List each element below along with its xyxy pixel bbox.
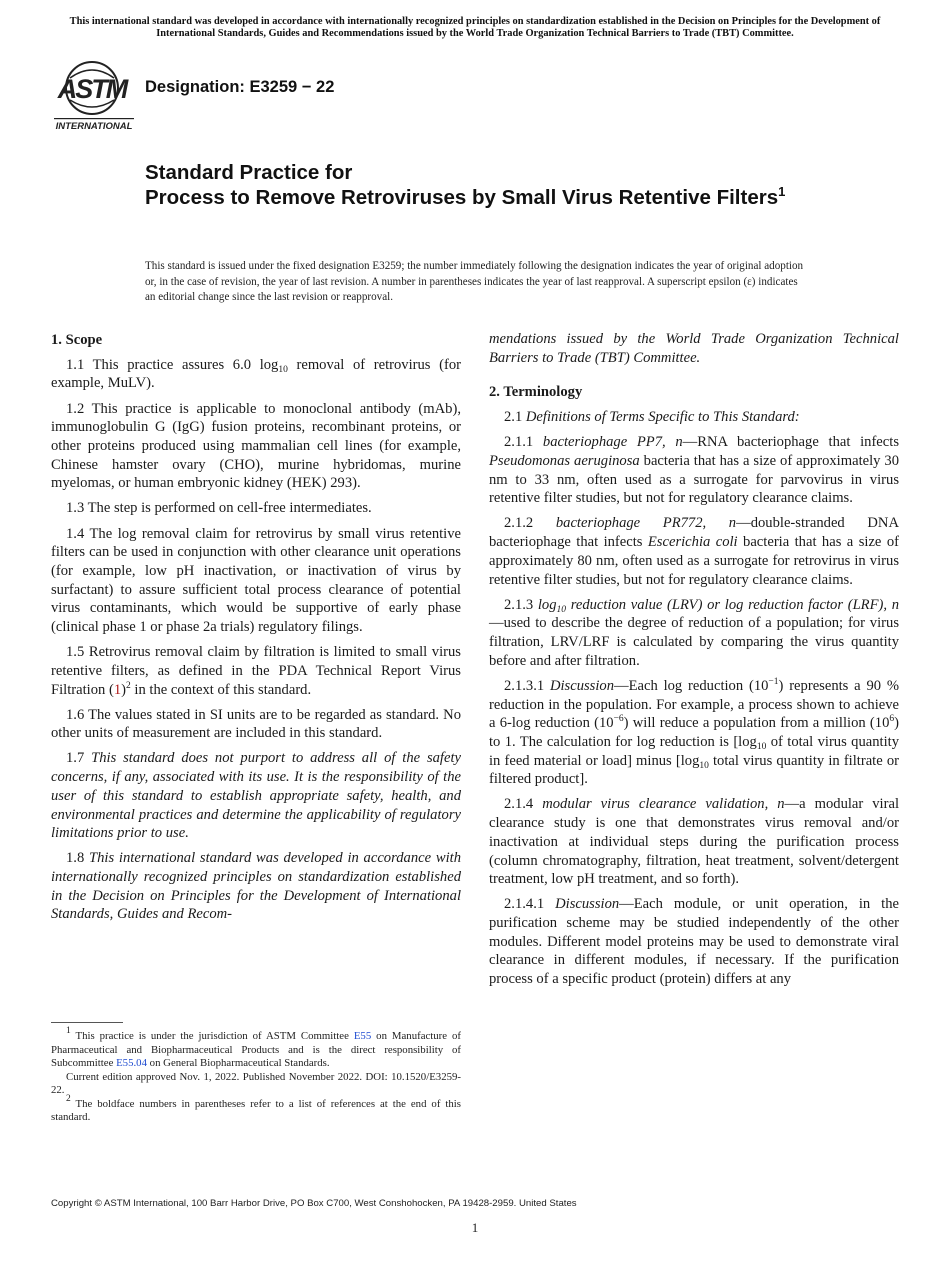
paragraph-1-5 [51,643,461,699]
header-note: This international standard was developed in accordance with internationally recognized principles on standardization established in the Decision on Principles for the Development of International Standards, Guides and Recommendations issued by the World Trade Organization Technical Barriers to Trade (TBT) Committee. [69,16,881,39]
section-heading-terminology: 2. Terminology [489,384,583,401]
footnote-1 [51,1026,461,1071]
footnote-mark: 2 [126,680,131,691]
edition-note: Current edition approved Nov. 1, 2022. Published November 2022. DOI: 10.1520/E3259-22. [51,1070,461,1096]
paragraph-2-1-3-1 [489,677,899,789]
text: —a modular viral clearance study is one that demonstrates virus removal and/or inactivation at individual steps during the purification process (column chromatography, filtration, heat treatment, solvent/detergent treatment, low pH treatment, and so forth). [489,796,900,888]
text: on General Biopharmaceutical Standards. [146,1057,330,1069]
superscript: −6 [613,714,624,725]
title-main: Process to Remove Retroviruses by Small Virus Retentive Filters [145,186,779,209]
subscript: 10 [278,364,288,375]
text: of total virus quantity in feed material or load] minus [log [489,733,899,769]
text: —Each log reduction (10 [614,677,769,694]
text: on Manufacture of Pharmaceutical and Biopharmaceutical Products and is the direct responsibility of Subcommittee [51,1030,461,1069]
footnote-divider [51,1022,123,1023]
italic-text: mendations issued by the World Trade Organization Technical Barriers to Trade (TBT) Committee. [489,331,899,366]
text: ) represents a 90 % reduction in the population. For example, a process shown to achieve a 6-log reduction (10 [489,677,900,732]
discussion-label: Discussion [555,896,620,913]
text: —RNA bacteriophage that infects [682,434,899,451]
para-number: 2.1.4 [504,796,543,813]
superscript: −1 [768,676,779,687]
text: This practice is under the jurisdiction of ASTM Committee [70,1030,354,1042]
title-line-2 [145,185,865,210]
italic-text: Definitions of Terms Specific to This Standard: [525,409,800,426]
subscript: 10 [556,604,567,615]
text: The boldface numbers in parentheses refer to a list of references at the end of this standard. [51,1097,461,1123]
text: —used to describe the degree of reduction of a population; for virus filtration, LRV/LRF is calculated by comparing the virus quantity before and after filtration. [489,615,899,669]
paragraph-1-8 [51,849,461,924]
paragraph-2-1 [489,408,899,427]
paragraph-1-2: 1.2 This practice is applicable to monoclonal antibody (mAb), immunoglobulin G (IgG) fusion proteins, recombinant proteins, or other proteins produced using mammalian cell lines (for example, Chinese hamster ovary (CHO), murine hybridomas, murine myelomas, or human embryonic kidney (HEK) 293). [51,400,461,492]
left-column [51,330,461,931]
term: modular virus clearance validation, n [542,796,785,813]
copyright-line: Copyright © ASTM International, 100 Barr Harbor Drive, PO Box C700, West Conshohocken, PA 19428-2959. United States [51,1198,577,1209]
text: removal of retrovirus (for example, MuLV). [51,356,461,392]
paragraph-2-1-1 [489,433,899,508]
reference-link[interactable]: 1 [113,681,122,698]
species-name: Pseudomonas aeruginosa [489,452,640,469]
text: 1.5 Retrovirus removal claim by filtration is limited to small virus retentive filters, as defined in the PDA Technical Report Virus Filtration ( [51,644,461,698]
term: bacteriophage PP7, n [542,434,683,451]
astm-logo-icon [54,58,134,132]
subscript: 10 [699,760,709,771]
section-heading-scope: 1. Scope [51,332,103,348]
logo-text: ASTM [57,74,127,104]
paragraph-1-1 [51,356,461,393]
text: ) to 1. The calculation for log reduction is [log [489,715,900,750]
para-number: 2.1.2 [504,515,556,532]
paragraph-1-6: 1.6 The values stated in SI units are to be regarded as standard. No other units of measurement are included in this standard. [51,706,461,742]
paragraph-2-1-4 [489,795,899,889]
para-number: 2.1.4.1 [504,896,556,913]
paragraph-2-1-3 [489,596,899,671]
text: ) [121,681,127,698]
para-number: 2.1 [504,409,526,426]
para-number: 2.1.3.1 [504,677,550,694]
footnote-mark: 1 [66,1026,71,1036]
footnotes [51,1026,461,1125]
paragraph-2-1-2 [489,514,899,589]
subscript: 10 [756,741,767,752]
text: —double-stranded DNA bacteriophage that infects [489,515,899,551]
subcommittee-link[interactable]: E55.04 [116,1057,147,1069]
committee-link[interactable]: E55 [353,1030,372,1042]
para-number: 2.1.3 [504,596,538,613]
text: total virus quantity in filtrate or filtered product]. [489,752,899,788]
right-column [489,330,899,995]
paragraph-1-8-continued [489,330,899,367]
text: —Each module, or unit operation, in the purification scheme may be studied independently of the other modules. Different model proteins may be used to demonstrate viral clearance in different modules, if necessary. If the purification process of a specific product (protein) differs at any [489,896,900,988]
discussion-label: Discussion [549,677,615,694]
text: ) will reduce a population from a million (10 [623,715,890,732]
paragraph-1-3: 1.3 The step is performed on cell-free intermediates. [66,500,372,517]
title-footnote-mark: 1 [778,184,786,200]
footnote-mark: 2 [66,1093,71,1104]
species-name: Escerichia coli [647,534,738,551]
text: log [537,596,557,613]
page-number: 1 [471,1220,479,1235]
para-number: 1.8 [66,850,90,867]
text: reduction value (LRV) or log reduction factor (LRF), n [566,596,899,613]
paragraph-2-1-4-1 [489,895,899,989]
text: bacteria that has a size of approximately 30 nm to 33 nm, often used as a surrogate for parvovirus in virus retentive filter studies, but not for regulatory clearance claims. [489,452,899,507]
term [538,597,899,613]
italic-text: This international standard was developed in accordance with internationally recognized principles on standardization established in the Decision on Principles for the Development of International Standards, Guides and Recom- [51,850,462,923]
para-number: 2.1.1 [504,434,543,451]
text: bacteria that has a size of approximately 80 nm, often used as a surrogate for retrovirus in virus retentive filter studies, but not for regulatory clearance claims. [489,534,899,588]
issued-note: This standard is issued under the fixed designation E3259; the number immediately following the designation indicates the year of original adoption or, in the case of revision, the year of last revision. A number in parentheses indicates the year of last reapproval. A superscript epsilon (ε) indicates an editorial change since the last revision or reapproval. [145,260,804,303]
italic-text: This standard does not purport to address all of the safety concerns, if any, associated with its use. It is the responsibility of the user of this standard to establish appropriate safety, health, and environmental practices and determine the applicability of regulatory limitations prior to use. [51,750,461,842]
text: 1.1 This practice assures 6.0 log [66,356,279,373]
logo-subtext: INTERNATIONAL [55,121,133,132]
title-line-1: Standard Practice for [145,161,353,184]
paragraph-1-4: 1.4 The log removal claim for retrovirus by small virus retentive filters can be used in conjunction with other clearance unit operations (for example, low pH inactivation, or inactivation of virus by surfactant) to assure sufficient total process clearance of potential virus contaminants, which would be supportive of early phase (clinical phase 1 or phase 2a trials) regulatory filings. [51,525,461,636]
text: in the context of this standard. [130,681,312,698]
footnote-2 [51,1093,461,1125]
term: bacteriophage PR772, n [555,515,737,532]
paragraph-1-7 [51,749,461,843]
designation: Designation: E3259 − 22 [145,78,335,96]
para-number: 1.7 [66,750,92,767]
superscript: 6 [889,714,895,725]
document-title [145,160,865,210]
